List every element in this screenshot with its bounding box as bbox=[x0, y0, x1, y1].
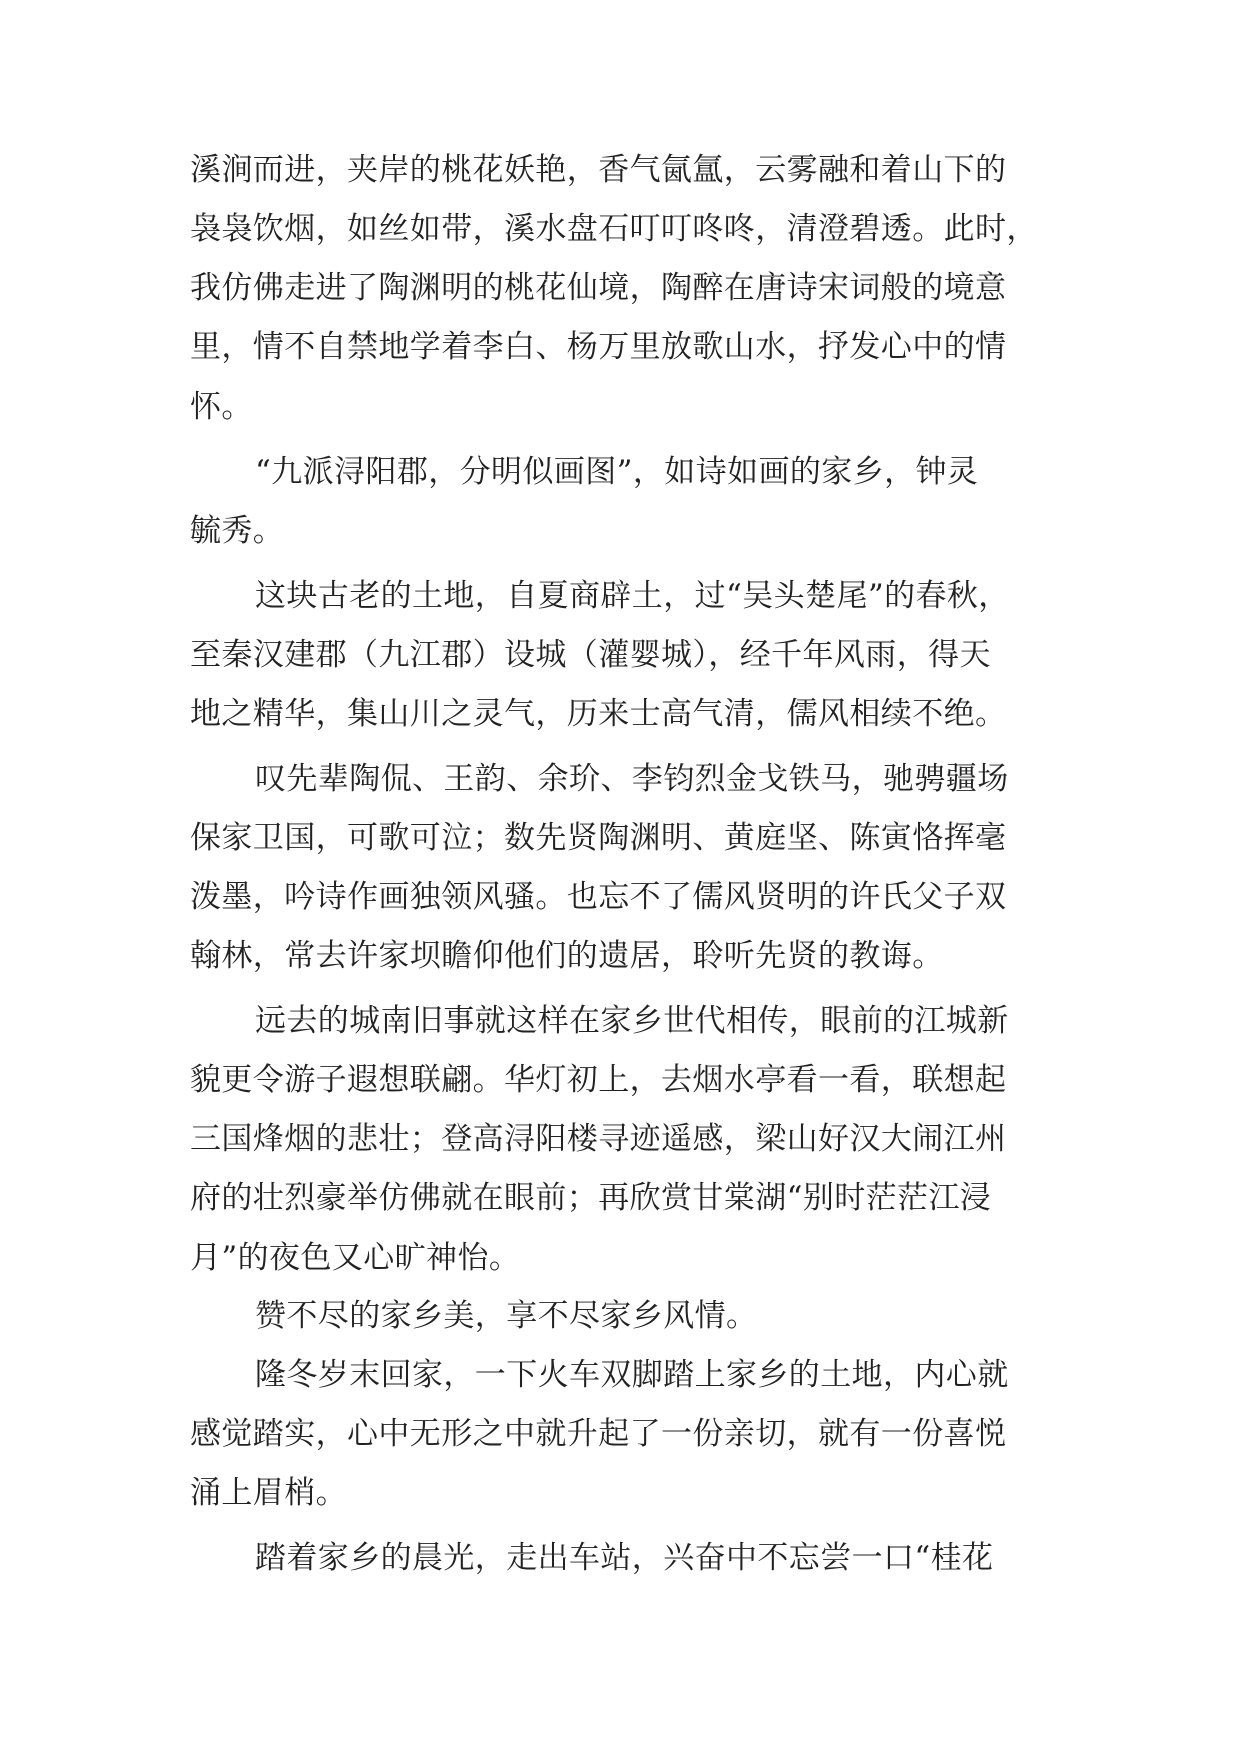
text-line: 月”的夜色又心旷神怡。 bbox=[190, 1240, 521, 1276]
text-line: 府的壮烈豪举仿佛就在眼前；再欣赏甘棠湖“别时茫茫江浸 bbox=[190, 1180, 992, 1216]
text-line: 袅袅饮烟，如丝如带，溪水盘石叮叮咚咚，清澄碧透。此时， bbox=[190, 211, 1038, 247]
text-line: 涌上眉梢。 bbox=[190, 1475, 347, 1511]
text-line: 至秦汉建郡（九江郡）设城（灌婴城），经千年风雨，得天 bbox=[190, 637, 991, 673]
text-line: 踏着家乡的晨光，走出车站，兴奋中不忘尝一口“桂花 bbox=[255, 1540, 994, 1576]
text-line: 三国烽烟的悲壮；登高浔阳楼寻迹遥感，梁山好汉大闹江州 bbox=[190, 1121, 1007, 1157]
text-line: 我仿佛走进了陶渊明的桃花仙境，陶醉在唐诗宋词般的境意 bbox=[190, 270, 1007, 306]
text-line: 毓秀。 bbox=[190, 513, 285, 549]
text-line: 感觉踏实，心中无形之中就升起了一份亲切，就有一份喜悦 bbox=[190, 1416, 1007, 1452]
text-line: 怀。 bbox=[190, 389, 253, 425]
text-line: 溪涧而进，夹岸的桃花妖艳，香气氤氲，云雾融和着山下的 bbox=[190, 152, 1007, 188]
text-line: 泼墨，吟诗作画独领风骚。也忘不了儒风贤明的许氏父子双 bbox=[190, 879, 1007, 915]
text-line: 地之精华，集山川之灵气，历来士高气清，儒风相续不绝。 bbox=[190, 696, 1007, 732]
text-line: 隆冬岁末回家，一下火车双脚踏上家乡的土地，内心就 bbox=[255, 1357, 1009, 1393]
text-line: 赞不尽的家乡美，享不尽家乡风情。 bbox=[255, 1298, 758, 1334]
text-line: 貌更令游子遐想联翩。华灯初上，去烟水亭看一看，联想起 bbox=[190, 1062, 1007, 1098]
text-line: 叹先辈陶侃、王韵、余玠、李钧烈金戈铁马，驰骋疆场 bbox=[255, 761, 1009, 797]
text-line: 翰林，常去许家坝瞻仰他们的遗居，聆听先贤的教诲。 bbox=[190, 938, 944, 974]
text-line: “九派浔阳郡，分明似画图”，如诗如画的家乡，钟灵 bbox=[255, 454, 979, 490]
text-line: 里，情不自禁地学着李白、杨万里放歌山水，抒发心中的情 bbox=[190, 329, 1007, 365]
text-line: 保家卫国，可歌可泣；数先贤陶渊明、黄庭坚、陈寅恪挥毫 bbox=[190, 820, 1007, 856]
text-line: 远去的城南旧事就这样在家乡世代相传，眼前的江城新 bbox=[255, 1003, 1009, 1039]
text-line: 这块古老的土地，自夏商辟土，过“吴头楚尾”的春秋， bbox=[255, 578, 1010, 614]
